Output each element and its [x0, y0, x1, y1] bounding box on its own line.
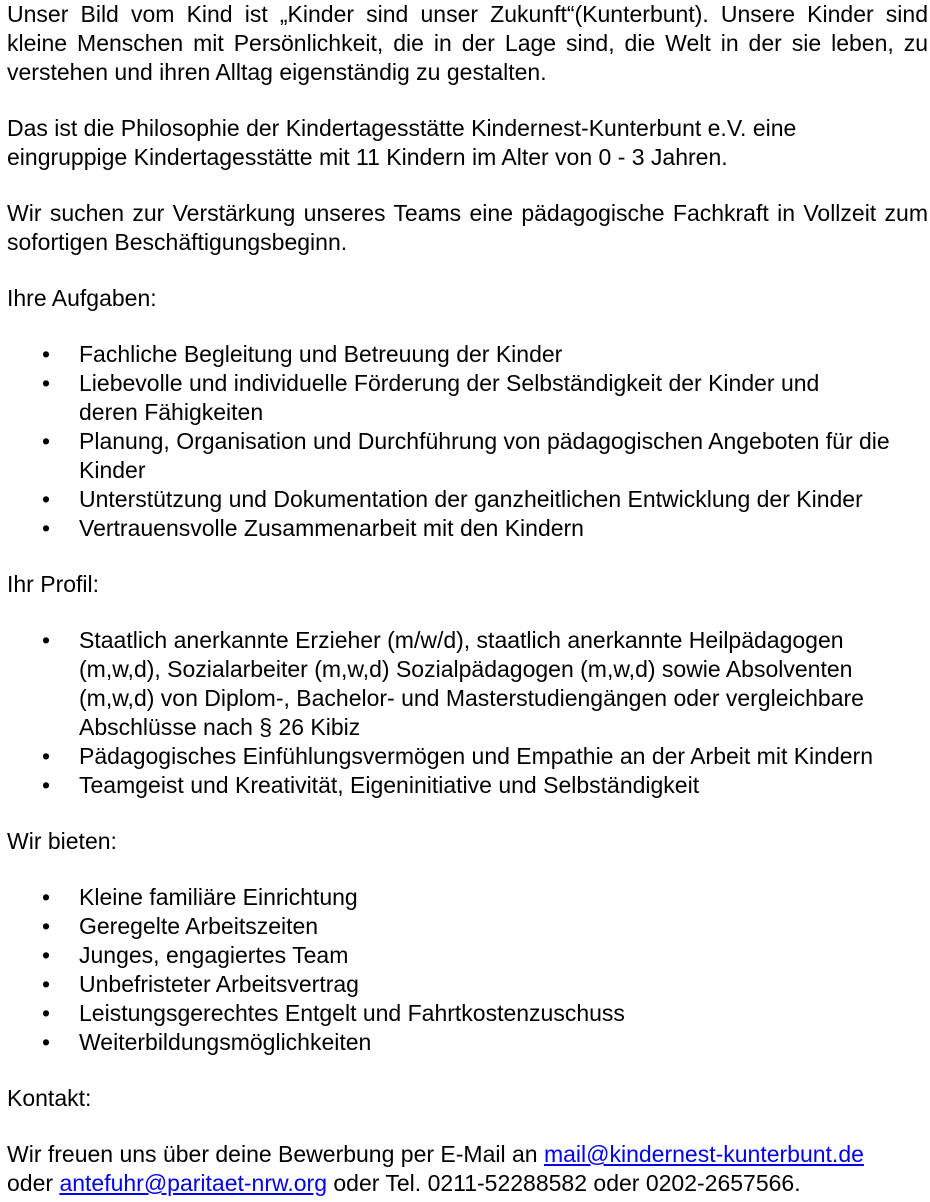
- list-item-text: Junges, engagiertes Team: [79, 942, 349, 968]
- bullet-icon: •: [42, 515, 51, 541]
- list-item: [7, 941, 927, 970]
- intro-paragraph-3: Wir suchen zur Verstärkung unseres Teams eine pädagogische Fachkraft in Vollzeit zum sofortigen Beschäftigungsbeginn.: [7, 200, 928, 255]
- contact-paragraph: [7, 1140, 928, 1198]
- bullet-icon: •: [42, 743, 51, 769]
- intro-paragraph-1: Unser Bild vom Kind ist „Kinder sind unser Zukunft“(Kunterbunt). Unsere Kinder sind kleine Menschen mit Persönlichkeit, die in der Lage sind, die Welt in der sie leben, zu verstehen und ihren Alltag eigenständig zu gestalten.: [7, 1, 928, 85]
- spacer: [7, 257, 930, 284]
- offer-list: [7, 883, 930, 1057]
- profile-list: [7, 626, 930, 800]
- list-item: [7, 1028, 927, 1057]
- list-item: [7, 626, 927, 742]
- bullet-icon: •: [42, 971, 51, 997]
- spacer: [7, 87, 930, 114]
- email-link-kindernest[interactable]: mail@kindernest-kunterbunt.de: [543, 1141, 864, 1167]
- list-item-text: Fachliche Begleitung und Betreuung der Kinder: [79, 341, 563, 367]
- list-item-text: Geregelte Arbeitszeiten: [79, 913, 319, 939]
- bullet-icon: •: [42, 1029, 51, 1055]
- list-item-text: Staatlich anerkannte Erzieher (m/w/d), staatlich anerkannte Heilpädagogen (m,w,d), Sozialarbeiter (m,w,d) Sozialpädagogen (m,w,d) sowie Absolventen (m,w,d) von Diplom-, Bachelor- und Masterstudiengängen oder vergleichbare Abschlüsse nach § 26 Kibiz: [79, 627, 864, 740]
- spacer: [7, 800, 930, 827]
- spacer: [7, 1057, 930, 1084]
- contact-text-before: Wir freuen uns über deine Bewerbung per E-Mail an: [7, 1141, 544, 1167]
- bullet-icon: •: [42, 884, 51, 910]
- offer-heading: Wir bieten:: [7, 828, 117, 854]
- bullet-icon: •: [42, 627, 51, 653]
- contact-heading: Kontakt:: [7, 1085, 92, 1111]
- bullet-icon: •: [42, 428, 51, 454]
- list-item: [7, 369, 879, 427]
- list-item-text: Liebevolle und individuelle Förderung der Selbständigkeit der Kinder und deren Fähigkeiten: [79, 370, 820, 425]
- list-item: [7, 883, 927, 912]
- contact-text-after: oder Tel. 0211-52288582 oder 0202-2657566.: [326, 1170, 801, 1196]
- bullet-icon: •: [42, 1000, 51, 1026]
- list-item-text: Leistungsgerechtes Entgelt und Fahrtkostenzuschuss: [79, 1000, 625, 1026]
- list-item: [7, 340, 927, 369]
- profile-heading: Ihr Profil:: [7, 571, 100, 597]
- spacer: [7, 856, 930, 883]
- list-item-text: Kleine familiäre Einrichtung: [79, 884, 358, 910]
- list-item-text: Unterstützung und Dokumentation der ganzheitlichen Entwicklung der Kinder: [79, 486, 863, 512]
- contact-text-middle: oder: [7, 1170, 60, 1196]
- bullet-icon: •: [42, 370, 51, 396]
- list-item: [7, 427, 909, 485]
- email-link-paritaet[interactable]: antefuhr@paritaet-nrw.org: [59, 1170, 327, 1196]
- list-item-text: Weiterbildungsmöglichkeiten: [79, 1029, 372, 1055]
- tasks-heading: Ihre Aufgaben:: [7, 285, 157, 311]
- spacer: [7, 599, 930, 626]
- bullet-icon: •: [42, 772, 51, 798]
- spacer: [7, 172, 930, 199]
- list-item: [7, 912, 927, 941]
- list-item-text: Unbefristeter Arbeitsvertrag: [79, 971, 359, 997]
- list-item: [7, 999, 927, 1028]
- list-item: [7, 485, 927, 514]
- list-item-text: Planung, Organisation und Durchführung von pädagogischen Angeboten für die Kinder: [79, 428, 890, 483]
- spacer: [7, 313, 930, 340]
- bullet-icon: •: [42, 486, 51, 512]
- list-item: [7, 514, 927, 543]
- bullet-icon: •: [42, 341, 51, 367]
- spacer: [7, 543, 930, 570]
- tasks-list: [7, 340, 930, 543]
- spacer: [7, 1113, 930, 1140]
- list-item: [7, 771, 927, 800]
- list-item-text: Teamgeist und Kreativität, Eigeninitiative und Selbständigkeit: [79, 772, 700, 798]
- list-item-text: Pädagogisches Einfühlungsvermögen und Empathie an der Arbeit mit Kindern: [79, 743, 873, 769]
- list-item: [7, 970, 927, 999]
- bullet-icon: •: [42, 913, 51, 939]
- bullet-icon: •: [42, 942, 51, 968]
- intro-paragraph-2: Das ist die Philosophie der Kindertagesstätte Kindernest-Kunterbunt e.V. eine eingruppige Kindertagesstätte mit 11 Kindern im Alter von 0 - 3 Jahren.: [7, 115, 797, 170]
- list-item-text: Vertrauensvolle Zusammenarbeit mit den Kindern: [79, 515, 584, 541]
- list-item: [7, 742, 927, 771]
